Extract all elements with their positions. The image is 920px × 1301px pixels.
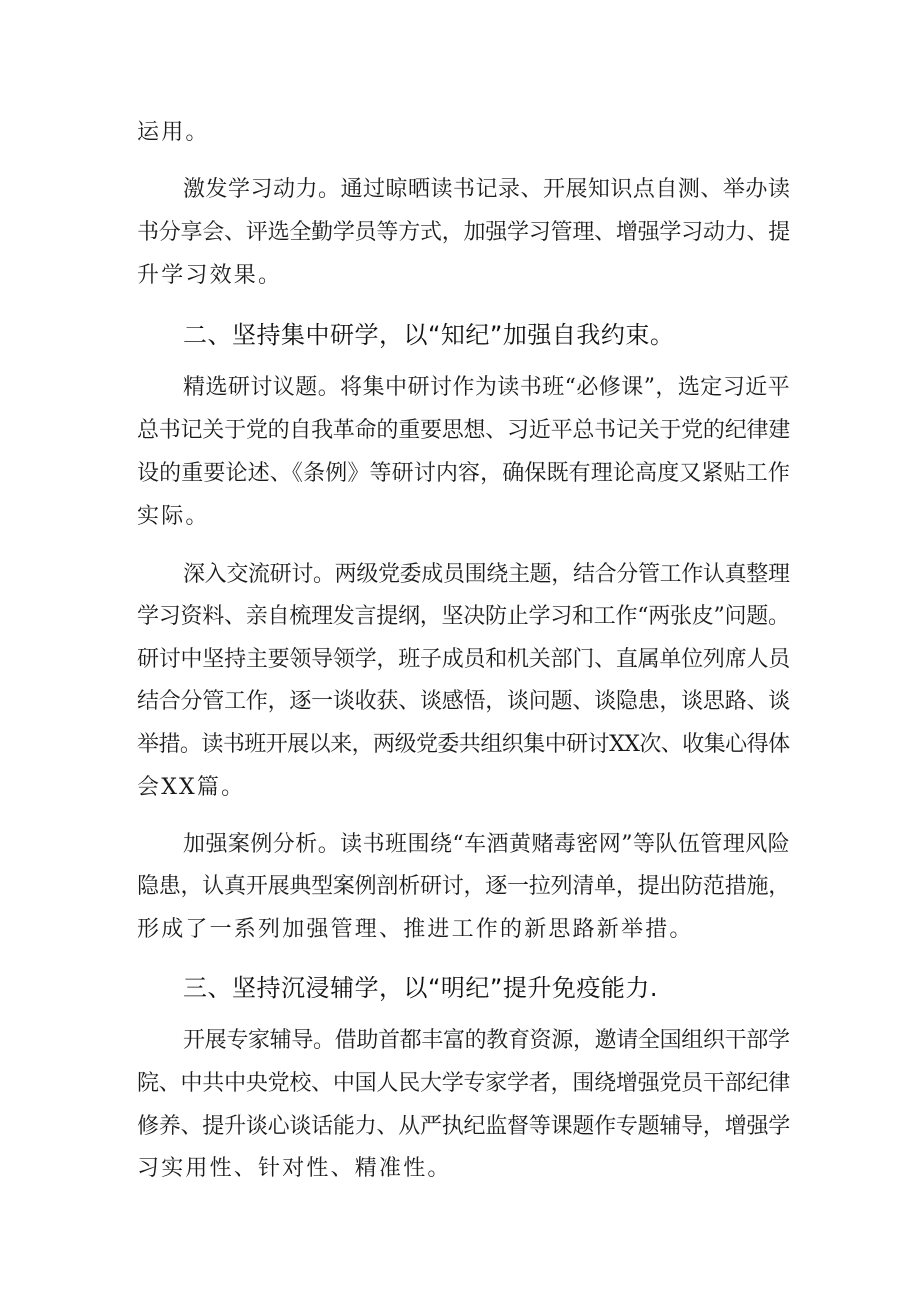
paragraph-line: 深入交流研讨。两级党委成员围绕主题，结合分管工作认真整理 [183, 562, 790, 587]
paragraph-line: 习实用性、针对性、精准性。 [137, 1156, 452, 1181]
section-heading: 二、坚持集中研学，以“知纪”加强自我约束。 [183, 321, 675, 349]
paragraph-line: 研讨中坚持主要领导领学，班子成员和机关部门、直属单位列席人员 [137, 647, 791, 672]
paragraph-line: 总书记关于党的自我革命的重要思想、习近平总书记关于党的纪律建 [137, 418, 791, 443]
paragraph-line: 加强案例分析。读书班围绕“车酒黄赌毒密网”等队伍管理风险 [183, 832, 791, 857]
paragraph-line: 书分享会、评选全勤学员等方式，加强学习管理、增强学习动力、提 [137, 220, 791, 245]
paragraph-line: 设的重要论述、《条例》等研讨内容，确保既有理论高度又紧贴工作 [137, 461, 791, 486]
paragraph-line: 院、中共中央党校、中国人民大学专家学者，围绕增强党员干部纪律 [137, 1071, 791, 1096]
paragraph-line: 修养、提升谈心谈话能力、从严执纪监督等课题作专题辅导，增强学 [137, 1114, 791, 1139]
section-heading: 三、坚持沉浸辅学，以“明纪”提升免疫能力. [183, 974, 658, 1002]
paragraph-line: 隐患，认真开展典型案例剖析研讨，逐一拉列清单，提出防范措施， [137, 874, 791, 899]
paragraph-line: 举措。读书班开展以来，两级党委共组织集中研讨XX次、收集心得体 [137, 732, 790, 757]
paragraph-line: 学习资料、亲自梳理发言提纲，坚决防止学习和工作“两张皮”问题。 [137, 604, 790, 629]
paragraph-line: 激发学习动力。通过晾晒读书记录、开展知识点自测、举办读 [183, 177, 791, 202]
paragraph-line: 实际。 [137, 504, 210, 529]
paragraph-line: 结合分管工作，逐一谈收获、谈感悟，谈问题、谈隐患，谈思路、谈 [137, 689, 791, 714]
paragraph-line: 开展专家辅导。借助首都丰富的教育资源，邀请全国组织干部学 [183, 1028, 790, 1053]
paragraph-line: 会XX篇。 [137, 775, 246, 800]
paragraph-line: 运用。 [137, 120, 210, 145]
paragraph-line: 形成了一系列加强管理、推进工作的新思路新举措。 [137, 917, 694, 942]
paragraph-line: 升学习效果。 [137, 263, 283, 288]
paragraph-line: 精选研讨议题。将集中研讨作为读书班“必修课”，选定习近平 [183, 375, 791, 400]
